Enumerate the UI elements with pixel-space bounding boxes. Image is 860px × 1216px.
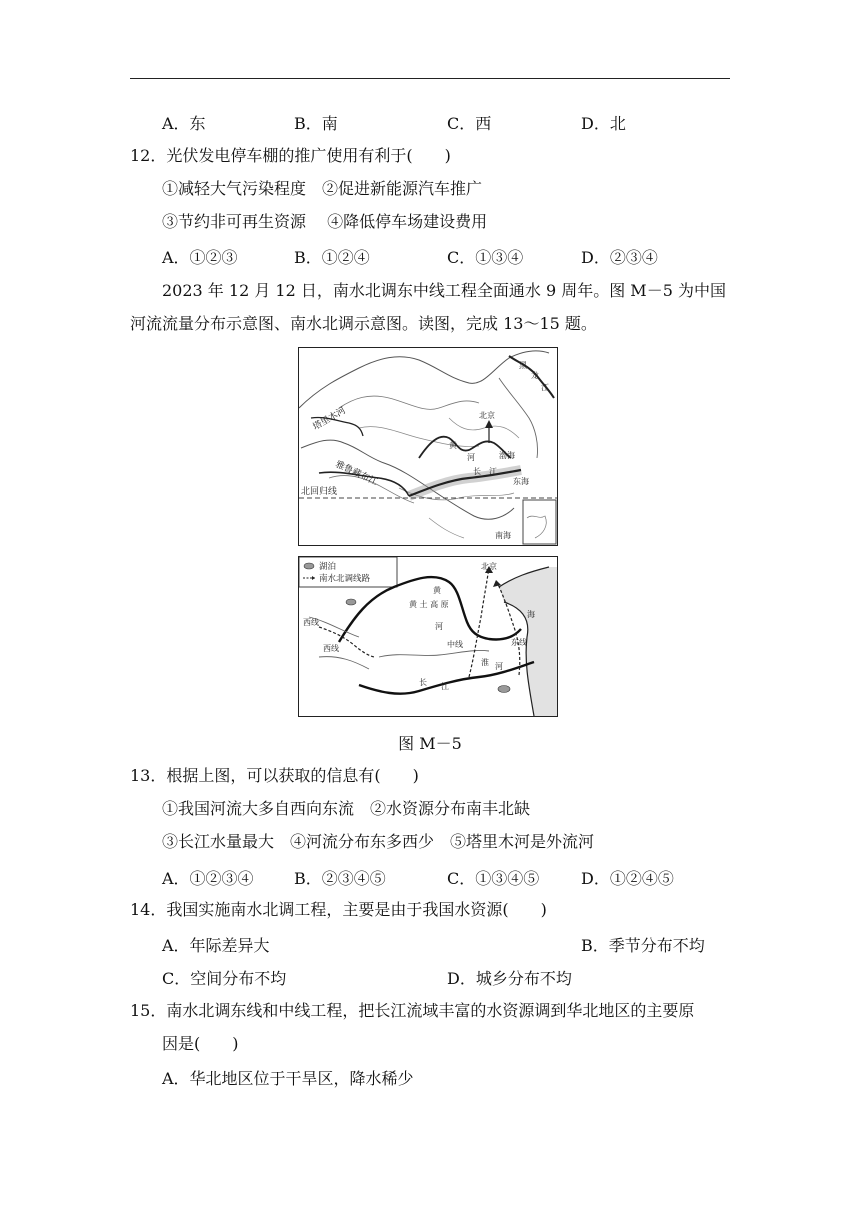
- label-east-route: 东线: [511, 638, 527, 647]
- q15-stem-line-1: 15．南水北调东线和中线工程，把长江流域丰富的水资源调到华北地区的主要原: [130, 1001, 695, 1020]
- label-nanhai: 南海: [495, 531, 511, 540]
- option-b: B．季节分布不均: [581, 936, 705, 955]
- label-donghai: 东海: [513, 477, 529, 486]
- label-jiang: 江: [441, 682, 449, 691]
- option-d: D．②③④: [581, 248, 658, 267]
- legend-route: 南水北调线路: [319, 574, 371, 584]
- label-long: 龙: [531, 371, 539, 380]
- label-huang: 黄: [449, 441, 457, 450]
- option-d: D．北: [581, 114, 626, 133]
- label-jiang2: 江: [489, 467, 497, 476]
- option-b: B．南: [294, 114, 338, 133]
- intro-line-2: 河流流量分布示意图、南水北调示意图。读图，完成 13～15 题。: [130, 314, 597, 333]
- label-huang: 黄: [433, 586, 441, 595]
- label-hei: 黑: [519, 361, 527, 370]
- header-rule: [130, 78, 730, 79]
- q13-stem: 13．根据上图，可以获取的信息有( ): [130, 766, 419, 785]
- option-b: B．①②④: [294, 248, 370, 267]
- label-beijing: 北京: [481, 562, 497, 571]
- label-west-route-2: 西线: [323, 644, 339, 653]
- label-yarlung: 雅鲁藏布江: [333, 459, 379, 488]
- option-a: A．①②③④: [162, 869, 254, 888]
- option-a: A．①②③: [162, 248, 238, 267]
- option-c: C．空间分布不均: [162, 969, 287, 988]
- q15-stem-line-2: 因是( ): [162, 1034, 239, 1053]
- label-mid-route: 中线: [447, 640, 463, 649]
- option-b: B．②③④⑤: [294, 869, 386, 888]
- label-west-route: 西线: [303, 618, 319, 627]
- option-d: D．①②④⑤: [581, 869, 674, 888]
- option-c: C．①③④: [447, 248, 524, 267]
- option-d: D．城乡分布不均: [447, 969, 572, 988]
- label-beijing: 北京: [479, 411, 495, 420]
- q13-item-line-1: ①我国河流大多自西向东流 ②水资源分布南丰北缺: [162, 799, 531, 818]
- option-c: C．西: [447, 114, 492, 133]
- q12-item-line-2: ③节约非可再生资源 ④降低停车场建设费用: [162, 212, 488, 231]
- label-chang: 长: [473, 467, 481, 476]
- label-tropic: 北回归线: [301, 487, 338, 497]
- label-he: 河: [467, 453, 475, 462]
- option-a: A．年际差异大: [162, 936, 270, 955]
- label-loess: 黄 土 高 原: [409, 600, 449, 609]
- label-hai: 海: [527, 610, 535, 619]
- label-tarim: 塔里木河: [311, 405, 348, 433]
- intro-line-1: 2023 年 12 月 12 日，南水北调东中线工程全面通水 9 周年。图 M－5 为中国: [162, 281, 726, 300]
- option-c: C．①③④⑤: [447, 869, 540, 888]
- q12-stem: 12．光伏发电停车棚的推广使用有利于( ): [130, 146, 451, 165]
- q15-option-a: A．华北地区位于干旱区，降水稀少: [162, 1069, 414, 1088]
- legend-lake: 湖泊: [319, 562, 337, 572]
- water-diversion-map: [298, 556, 558, 717]
- label-bohai: 渤海: [499, 451, 515, 460]
- label-he-2: 河: [495, 662, 503, 671]
- label-jiang: 江: [541, 383, 549, 392]
- q14-stem: 14．我国实施南水北调工程，主要是由于我国水资源( ): [130, 900, 547, 919]
- label-he: 河: [435, 622, 443, 631]
- label-chang: 长: [419, 678, 427, 687]
- river-flow-map: [298, 347, 558, 546]
- figure-caption: 图 M－5: [398, 734, 462, 753]
- option-a: A．东: [162, 114, 206, 133]
- q12-item-line-1: ①减轻大气污染程度 ②促进新能源汽车推广: [162, 179, 483, 198]
- q13-item-line-2: ③长江水量最大 ④河流分布东多西少 ⑤塔里木河是外流河: [162, 832, 595, 851]
- label-huai: 淮: [481, 658, 489, 667]
